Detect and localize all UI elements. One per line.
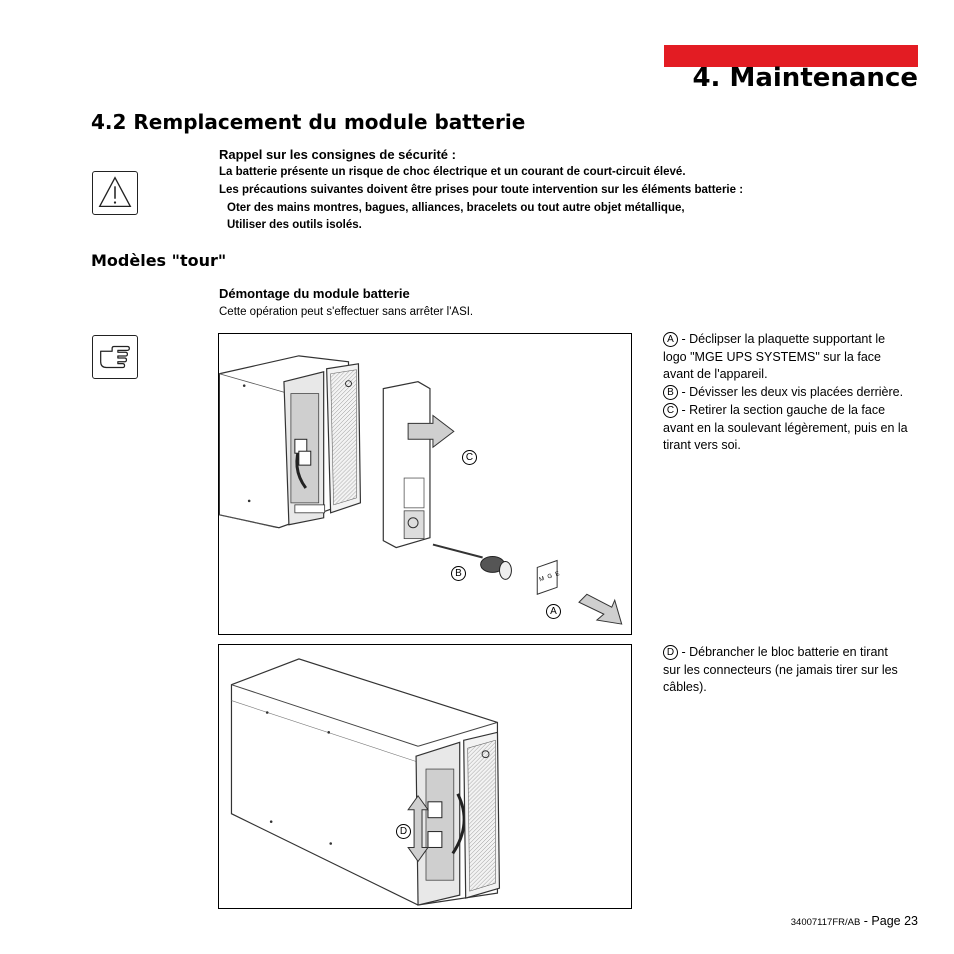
callout-b-badge: B <box>663 385 678 400</box>
callout-a: A <box>546 604 561 619</box>
step-a: A - Déclipser la plaquette supportant le <box>663 331 921 349</box>
callout-c: C <box>462 450 477 465</box>
pointing-hand-icon <box>92 335 138 379</box>
section-title: 4.2 Remplacement du module batterie <box>91 110 526 134</box>
step-d: D - Débrancher le bloc batterie en tirant <box>663 644 921 662</box>
step-a-line: avant de l'appareil. <box>663 367 768 382</box>
safety-heading: Rappel sur les consignes de sécurité : <box>219 147 456 162</box>
step-c-line: avant en la soulevant légèrement, puis en la <box>663 420 908 435</box>
callout-d-badge: D <box>663 645 678 660</box>
subsection-title: Modèles "tour" <box>91 251 227 270</box>
figure-front-panel-removal <box>218 333 632 635</box>
step-d-line: câbles). <box>663 680 707 695</box>
step-c: C - Retirer la section gauche de la face <box>663 402 921 420</box>
document-code: 34007117FR/AB <box>790 917 861 928</box>
step-b: B - Dévisser les deux vis placées derrière. <box>663 384 921 402</box>
warning-triangle-icon <box>92 171 138 215</box>
safety-line: Les précautions suivantes doivent être prises pour toute intervention sur les éléments batterie : <box>219 184 744 196</box>
steps-battery <box>663 644 921 697</box>
chapter-title: 4. Maintenance <box>692 63 918 93</box>
safety-line: La batterie présente un risque de choc électrique et un courant de court-circuit élevé. <box>219 166 686 178</box>
callout-d: D <box>396 824 411 839</box>
safety-line: Utiliser des outils isolés. <box>227 219 362 231</box>
safety-line: Oter des mains montres, bagues, alliances, bracelets ou tout autre objet métallique, <box>227 202 685 214</box>
step-c-line: tirant vers soi. <box>663 438 741 453</box>
disassembly-heading: Démontage du module batterie <box>219 286 410 301</box>
steps-front-panel <box>663 331 921 455</box>
callout-b: B <box>451 566 466 581</box>
callout-c-badge: C <box>663 403 678 418</box>
callout-a-badge: A <box>663 332 678 347</box>
disassembly-intro: Cette opération peut s'effectuer sans arrêter l'ASI. <box>219 306 474 318</box>
step-d-line: sur les connecteurs (ne jamais tirer sur les <box>663 662 898 677</box>
page-number: - Page 23 <box>860 914 918 928</box>
mge-plate-label: M G E <box>538 570 562 584</box>
figure-battery-disconnect <box>218 644 632 909</box>
step-a-line: logo "MGE UPS SYSTEMS" sur la face <box>663 349 881 364</box>
page-footer <box>791 912 918 930</box>
